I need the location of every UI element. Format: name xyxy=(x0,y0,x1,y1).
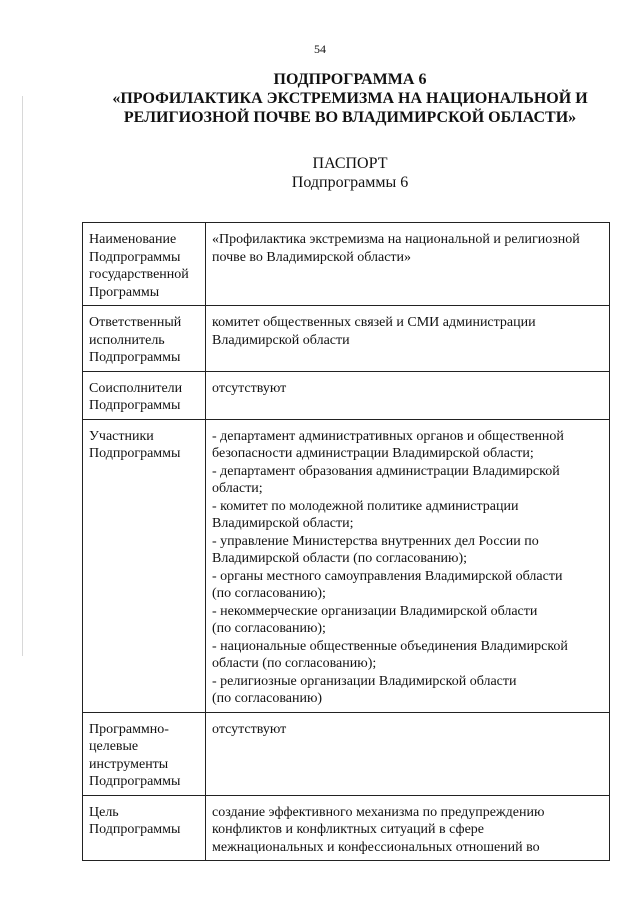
row-label-line: Участники xyxy=(89,428,154,444)
title-line-1: ПОДПРОГРАММА 6 xyxy=(273,71,427,88)
document-title xyxy=(80,70,620,127)
row-value-line: комитет общественных связей и СМИ администрации xyxy=(212,315,536,330)
row-value-line: безопасности администрации Владимирской области; xyxy=(212,446,534,461)
table-row xyxy=(83,419,610,712)
row-value-line: конфликтов и конфликтных ситуаций в сфере xyxy=(212,822,484,837)
passport-line-1: ПАСПОРТ xyxy=(312,155,388,172)
row-value-line: области (по согласованию); xyxy=(212,656,377,671)
row-label-line: Ответственный xyxy=(89,315,182,330)
passport-heading xyxy=(80,154,620,192)
row-label-line: инструменты xyxy=(89,756,169,772)
title-line-3: РЕЛИГИОЗНОЙ ПОЧВЕ ВО ВЛАДИМИРСКОЙ ОБЛАСТИ» xyxy=(123,109,577,126)
row-value-line: - религиозные организации Владимирской области xyxy=(212,673,517,689)
row-label-line: Соисполнители xyxy=(89,380,183,396)
row-value-line: - управление Министерства внутренних дел России по xyxy=(212,533,539,549)
table-row xyxy=(83,306,610,372)
row-value-line: - департамент административных органов и общественной xyxy=(212,428,564,444)
row-label-cell xyxy=(83,712,206,795)
row-label-line: государственной xyxy=(89,267,189,282)
row-label-cell xyxy=(83,223,206,306)
row-label-cell xyxy=(83,306,206,372)
table-row xyxy=(83,712,610,795)
row-value-line: отсутствуют xyxy=(212,721,287,737)
row-label-line: Подпрограммы xyxy=(89,398,181,413)
row-value-line: - департамент образования администрации Владимирской xyxy=(212,463,560,479)
row-value-line: «Профилактика экстремизма на национальной и религиозной xyxy=(212,232,580,247)
row-value-line: создание эффективного механизма по предупреждению xyxy=(212,804,545,820)
row-value-line: Владимирской области (по согласованию); xyxy=(212,551,468,566)
row-value-line: - национальные общественные объединения Владимирской xyxy=(212,638,568,654)
row-value-line: межнациональных и конфессиональных отношений во xyxy=(212,839,540,855)
table-row xyxy=(83,223,610,306)
row-value-line: (по согласованию); xyxy=(212,586,326,601)
scan-edge-line xyxy=(22,96,23,656)
row-value-line: (по согласованию) xyxy=(212,691,323,706)
row-value-line: - органы местного самоуправления Владимирской области xyxy=(212,568,563,584)
row-label-line: исполнитель xyxy=(89,332,165,348)
row-label-line: Цель xyxy=(89,804,119,820)
row-label-line: Подпрограммы xyxy=(89,446,181,461)
passport-table-body xyxy=(83,223,610,861)
row-label-cell xyxy=(83,419,206,712)
row-value-cell xyxy=(206,712,610,795)
row-value-line: (по согласованию); xyxy=(212,621,326,636)
row-value-line: области; xyxy=(212,481,263,496)
table-row xyxy=(83,371,610,419)
row-label-cell xyxy=(83,371,206,419)
row-label-line: Программно- xyxy=(89,721,169,737)
row-value-line: отсутствуют xyxy=(212,380,287,396)
row-value-cell xyxy=(206,419,610,712)
row-label-line: Подпрограммы xyxy=(89,350,181,365)
row-label-line: Наименование xyxy=(89,232,177,247)
row-label-line: Подпрограммы xyxy=(89,249,181,265)
passport-line-2: Подпрограммы 6 xyxy=(291,174,409,191)
row-value-cell xyxy=(206,371,610,419)
row-value-line: Владимирской области; xyxy=(212,516,354,531)
page-number: 54 xyxy=(314,42,326,56)
passport-table xyxy=(82,222,610,861)
row-label-line: Программы xyxy=(89,284,160,300)
row-value-line: Владимирской области xyxy=(212,332,350,348)
row-value-cell xyxy=(206,795,610,861)
row-value-line: почве во Владимирской области» xyxy=(212,249,412,265)
row-label-line: Подпрограммы xyxy=(89,774,181,789)
row-label-line: целевые xyxy=(89,739,139,754)
row-value-cell xyxy=(206,223,610,306)
table-row xyxy=(83,795,610,861)
title-line-2: «ПРОФИЛАКТИКА ЭКСТРЕМИЗМА НА НАЦИОНАЛЬНОЙ И xyxy=(112,90,588,107)
row-value-cell xyxy=(206,306,610,372)
row-label-line: Подпрограммы xyxy=(89,822,181,837)
row-value-line: - некоммерческие организации Владимирской области xyxy=(212,603,538,619)
row-value-line: - комитет по молодежной политике администрации xyxy=(212,498,519,514)
row-label-cell xyxy=(83,795,206,861)
